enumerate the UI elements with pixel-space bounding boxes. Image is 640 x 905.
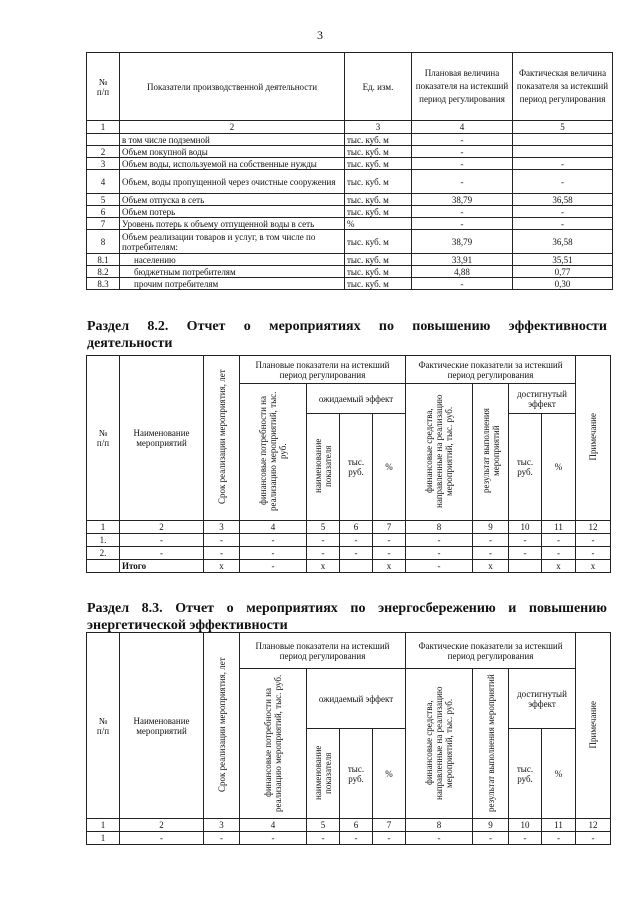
row-actual: 0,30 (513, 278, 613, 290)
row-actual: - (513, 218, 613, 230)
row-actual: 36,58 (513, 194, 613, 206)
col-number: 2 (120, 521, 204, 534)
row-planned: 33,91 (412, 254, 513, 266)
row-unit: тыс. куб. м (345, 278, 412, 290)
row-num: 3 (87, 158, 120, 170)
col-number: 12 (576, 521, 611, 534)
row-num (87, 134, 120, 146)
row-num: 8.1 (87, 254, 120, 266)
table-cell: - (473, 534, 509, 547)
table-cell: - (406, 547, 473, 560)
header-thous: тыс. руб. (509, 729, 542, 819)
col-number: 12 (576, 819, 611, 832)
row-name: бюджетным потребителям (120, 266, 345, 278)
production-indicators-table (86, 52, 613, 290)
row-planned: - (412, 218, 513, 230)
table-row (87, 832, 611, 845)
energy-saving-events-body (87, 832, 611, 845)
row-planned: 38,79 (412, 230, 513, 254)
row-planned: - (412, 278, 513, 290)
col-number: 5 (307, 819, 340, 832)
col-number: 3 (204, 521, 240, 534)
row-name: Объем воды, используемой на собственные нужды (120, 158, 345, 170)
table-cell: - (509, 832, 542, 845)
table-cell (87, 560, 120, 573)
row-actual: 35,51 (513, 254, 613, 266)
row-planned: - (412, 134, 513, 146)
row-actual: 36,58 (513, 230, 613, 254)
col-number: 5 (307, 521, 340, 534)
table-cell: x (373, 560, 406, 573)
table-cell: x (542, 560, 576, 573)
header-thous: тыс. руб. (509, 414, 542, 521)
table-cell: - (373, 832, 406, 845)
table-cell: - (120, 832, 204, 845)
header-pct: % (542, 729, 576, 819)
table-cell: - (204, 832, 240, 845)
table-row (87, 560, 611, 573)
row-num: 8.2 (87, 266, 120, 278)
header-num: № п/п (87, 53, 120, 121)
row-unit: тыс. куб. м (345, 194, 412, 206)
section-8-3-heading: Раздел 8.3. Отчет о мероприятиях по энергосбережению и повышению энергетической эффективности (87, 601, 607, 633)
row-actual: - (513, 170, 613, 194)
header-planned: Плановая величина показателя на истекший период регулирования (412, 53, 513, 121)
table-cell: - (204, 534, 240, 547)
row-name: Объем потерь (120, 206, 345, 218)
table-cell: - (240, 832, 307, 845)
col-number: 6 (340, 521, 373, 534)
row-name: в том числе подземной (120, 134, 345, 146)
header-note: Примечание (576, 356, 611, 521)
col-number: 11 (542, 521, 576, 534)
table-row (87, 158, 613, 170)
row-name: Уровень потерь к объему отпущенной воды в сеть (120, 218, 345, 230)
row-planned: - (412, 206, 513, 218)
col-number: 4 (240, 521, 307, 534)
table-cell: - (120, 547, 204, 560)
table-cell: - (340, 547, 373, 560)
header-note: Примечание (576, 633, 611, 819)
header-num: № п/п (87, 356, 120, 521)
table-cell: - (406, 560, 473, 573)
table-cell: - (307, 534, 340, 547)
row-actual: - (513, 158, 613, 170)
col-number: 7 (373, 521, 406, 534)
table-cell: 2. (87, 547, 120, 560)
table-cell: - (576, 832, 611, 845)
row-unit: тыс. куб. м (345, 158, 412, 170)
header-thous: тыс. руб. (340, 414, 373, 521)
table-cell: x (473, 560, 509, 573)
table-cell: - (576, 547, 611, 560)
header-fin-spent: финансовые средства, направленные на реализацию мероприятий, тыс. руб. (406, 669, 473, 819)
row-name: Объем реализации товаров и услуг, в том числе по потребителям: (120, 230, 345, 254)
header-thous: тыс. руб. (340, 729, 373, 819)
table-row (87, 534, 611, 547)
header-achieved: достигнутый эффект (509, 384, 576, 414)
header-indicator: Показатели производственной деятельности (120, 53, 345, 121)
table-cell: - (340, 534, 373, 547)
row-num: 4 (87, 170, 120, 194)
row-unit: тыс. куб. м (345, 170, 412, 194)
row-actual (513, 146, 613, 158)
row-actual (513, 134, 613, 146)
table-cell (509, 560, 542, 573)
header-num: № п/п (87, 633, 120, 819)
row-name: Объем покупной воды (120, 146, 345, 158)
row-unit: тыс. куб. м (345, 266, 412, 278)
section-8-2-heading: Раздел 8.2. Отчет о мероприятиях по повышению эффективности деятельности (87, 319, 607, 351)
col-number: 7 (373, 819, 406, 832)
table-cell: - (307, 832, 340, 845)
table-cell: - (340, 832, 373, 845)
table-cell: - (120, 534, 204, 547)
table-row (87, 254, 613, 266)
header-planned-group: Плановые показатели на истекший период регулирования (240, 633, 406, 669)
table-cell: x (307, 560, 340, 573)
row-unit: тыс. куб. м (345, 230, 412, 254)
row-name: прочим потребителям (120, 278, 345, 290)
row-unit: тыс. куб. м (345, 206, 412, 218)
table-row (87, 230, 613, 254)
table-cell: - (576, 534, 611, 547)
row-actual: - (513, 206, 613, 218)
table-cell: - (240, 534, 307, 547)
table-row (87, 278, 613, 290)
table-cell (340, 560, 373, 573)
header-ind-name: наименование показателя (307, 729, 340, 819)
table-row (87, 266, 613, 278)
efficiency-events-table (86, 355, 611, 573)
row-num: 7 (87, 218, 120, 230)
table-cell: 1 (87, 832, 120, 845)
table-cell: - (373, 534, 406, 547)
header-pct: % (542, 414, 576, 521)
table-cell: - (240, 560, 307, 573)
row-planned: 38,79 (412, 194, 513, 206)
row-name: Объем, воды пропущенной через очистные сооружения (120, 170, 345, 194)
col-number: 6 (340, 819, 373, 832)
header-result: результат выполнения мероприятий (473, 384, 509, 521)
col-number: 9 (473, 521, 509, 534)
col-number: 4 (240, 819, 307, 832)
table-row (87, 146, 613, 158)
header-planned-group: Плановые показатели на истекший период регулирования (240, 356, 406, 384)
header-term: Срок реализации мероприятия, лет (204, 356, 240, 521)
row-planned: - (412, 170, 513, 194)
table-cell: - (406, 534, 473, 547)
col-number: 4 (412, 121, 513, 134)
row-unit: тыс. куб. м (345, 134, 412, 146)
col-number: 8 (406, 819, 473, 832)
col-number: 2 (120, 121, 345, 134)
col-number: 11 (542, 819, 576, 832)
row-planned: 4,88 (412, 266, 513, 278)
row-planned: - (412, 158, 513, 170)
table-row (87, 194, 613, 206)
header-fin-spent: финансовые средства, направленные на реализацию мероприятий, тыс. руб. (406, 384, 473, 521)
col-number: 2 (120, 819, 204, 832)
row-unit: % (345, 218, 412, 230)
table-row (87, 547, 611, 560)
row-num: 6 (87, 206, 120, 218)
row-name: населению (120, 254, 345, 266)
header-fin-need: финансовые потребности на реализацию мероприятий, тыс. руб. (240, 384, 307, 521)
header-expected: ожидаемый эффект (307, 669, 406, 729)
header-achieved: достигнутый эффект (509, 669, 576, 729)
table-row (87, 170, 613, 194)
header-ind-name: наименование показателя (307, 414, 340, 521)
table-cell: Итого (120, 560, 204, 573)
table-cell: - (542, 832, 576, 845)
efficiency-events-body (87, 534, 611, 573)
header-unit: Ед. изм. (345, 53, 412, 121)
header-term: Срок реализации мероприятия, лет (204, 633, 240, 819)
header-fin-need: финансовые потребности на реализацию мероприятий, тыс. руб. (240, 669, 307, 819)
header-actual-group: Фактические показатели за истекший период регулирования (406, 356, 576, 384)
header-name: Наименование мероприятий (120, 356, 204, 521)
table-cell: - (373, 547, 406, 560)
table-cell: x (576, 560, 611, 573)
energy-saving-events-table (86, 632, 611, 845)
col-number: 1 (87, 121, 120, 134)
page-number: 3 (317, 28, 323, 42)
row-planned: - (412, 146, 513, 158)
header-name: Наименование мероприятий (120, 633, 204, 819)
row-unit: тыс. куб. м (345, 146, 412, 158)
table-cell: - (307, 547, 340, 560)
table-row (87, 206, 613, 218)
table-row (87, 134, 613, 146)
header-actual: Фактическая величина показателя за истекший период регулирования (513, 53, 613, 121)
col-number: 9 (473, 819, 509, 832)
header-expected: ожидаемый эффект (307, 384, 406, 414)
row-num: 8 (87, 230, 120, 254)
table-cell: - (542, 547, 576, 560)
table-cell: - (509, 534, 542, 547)
table-cell: - (509, 547, 542, 560)
table-cell: - (204, 547, 240, 560)
table-cell: x (204, 560, 240, 573)
col-number: 1 (87, 521, 120, 534)
header-result: результат выполнения мероприятий (473, 669, 509, 819)
header-pct: % (373, 729, 406, 819)
col-number: 1 (87, 819, 120, 832)
table-row (87, 218, 613, 230)
row-actual: 0,77 (513, 266, 613, 278)
col-number: 3 (204, 819, 240, 832)
table-cell: - (240, 547, 307, 560)
table-cell: - (406, 832, 473, 845)
row-num: 2 (87, 146, 120, 158)
col-number: 10 (509, 819, 542, 832)
row-unit: тыс. куб. м (345, 254, 412, 266)
table-cell: - (542, 534, 576, 547)
header-pct: % (373, 414, 406, 521)
table-cell: - (473, 832, 509, 845)
row-num: 8.3 (87, 278, 120, 290)
col-number: 10 (509, 521, 542, 534)
row-num: 5 (87, 194, 120, 206)
col-number: 3 (345, 121, 412, 134)
row-name: Объем отпуска в сеть (120, 194, 345, 206)
header-actual-group: Фактические показатели за истекший период регулирования (406, 633, 576, 669)
table-cell: 1. (87, 534, 120, 547)
col-number: 5 (513, 121, 613, 134)
table-cell: - (473, 547, 509, 560)
col-number: 8 (406, 521, 473, 534)
